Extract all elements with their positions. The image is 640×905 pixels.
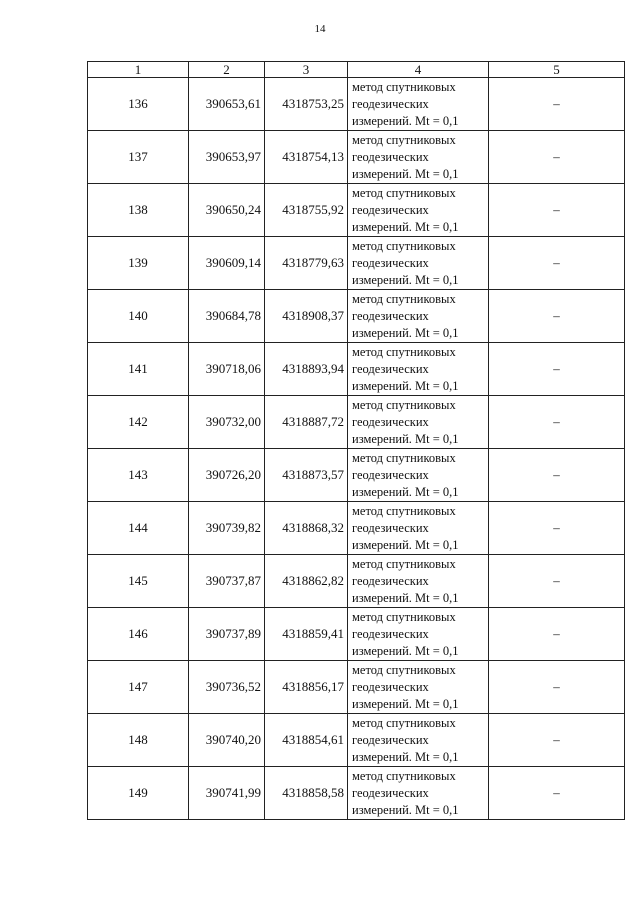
note-cell: – [489, 555, 625, 608]
note-cell: – [489, 131, 625, 184]
method-line: измерений. Mt = 0,1 [352, 537, 459, 552]
point-number-cell: 148 [88, 714, 189, 767]
table-row [88, 661, 625, 714]
method-line: измерений. Mt = 0,1 [352, 643, 459, 658]
method-cell [348, 343, 489, 396]
point-number-cell: 142 [88, 396, 189, 449]
point-number-cell: 146 [88, 608, 189, 661]
table-row [88, 449, 625, 502]
point-number-cell: 136 [88, 78, 189, 131]
method-line: метод спутниковых [352, 768, 456, 783]
y-coordinate-cell: 4318873,57 [265, 449, 348, 502]
note-cell: – [489, 184, 625, 237]
point-number-cell: 143 [88, 449, 189, 502]
note-cell: – [489, 608, 625, 661]
x-coordinate-cell: 390739,82 [189, 502, 265, 555]
x-coordinate-cell: 390740,20 [189, 714, 265, 767]
method-line: метод спутниковых [352, 185, 456, 200]
method-line: геодезических [352, 414, 429, 429]
method-line: геодезических [352, 467, 429, 482]
method-cell [348, 608, 489, 661]
method-line: геодезических [352, 149, 429, 164]
table-row [88, 608, 625, 661]
method-cell [348, 767, 489, 820]
y-coordinate-cell: 4318854,61 [265, 714, 348, 767]
y-coordinate-cell: 4318862,82 [265, 555, 348, 608]
method-line: измерений. Mt = 0,1 [352, 696, 459, 711]
method-line: измерений. Mt = 0,1 [352, 749, 459, 764]
method-cell [348, 502, 489, 555]
table-row [88, 767, 625, 820]
point-number-cell: 149 [88, 767, 189, 820]
header-col-1: 1 [88, 62, 189, 78]
point-number-cell: 147 [88, 661, 189, 714]
table-row [88, 78, 625, 131]
note-cell: – [489, 237, 625, 290]
y-coordinate-cell: 4318858,58 [265, 767, 348, 820]
method-line: измерений. Mt = 0,1 [352, 166, 459, 181]
method-line: геодезических [352, 96, 429, 111]
method-line: измерений. Mt = 0,1 [352, 272, 459, 287]
note-cell: – [489, 78, 625, 131]
note-cell: – [489, 502, 625, 555]
method-line: измерений. Mt = 0,1 [352, 484, 459, 499]
method-line: измерений. Mt = 0,1 [352, 802, 459, 817]
method-line: метод спутниковых [352, 503, 456, 518]
note-cell: – [489, 396, 625, 449]
x-coordinate-cell: 390718,06 [189, 343, 265, 396]
table-row [88, 184, 625, 237]
method-line: геодезических [352, 785, 429, 800]
method-line: метод спутниковых [352, 291, 456, 306]
method-line: геодезических [352, 255, 429, 270]
method-line: метод спутниковых [352, 132, 456, 147]
point-number-cell: 140 [88, 290, 189, 343]
method-line: метод спутниковых [352, 609, 456, 624]
method-line: геодезических [352, 202, 429, 217]
method-line: геодезических [352, 626, 429, 641]
method-line: измерений. Mt = 0,1 [352, 113, 459, 128]
method-line: метод спутниковых [352, 450, 456, 465]
method-cell [348, 237, 489, 290]
note-cell: – [489, 767, 625, 820]
method-cell [348, 661, 489, 714]
x-coordinate-cell: 390650,24 [189, 184, 265, 237]
method-line: измерений. Mt = 0,1 [352, 378, 459, 393]
y-coordinate-cell: 4318887,72 [265, 396, 348, 449]
method-line: метод спутниковых [352, 79, 456, 94]
method-line: метод спутниковых [352, 238, 456, 253]
y-coordinate-cell: 4318859,41 [265, 608, 348, 661]
coordinates-table [87, 61, 625, 820]
note-cell: – [489, 290, 625, 343]
header-row [88, 62, 625, 78]
header-col-5: 5 [489, 62, 625, 78]
y-coordinate-cell: 4318908,37 [265, 290, 348, 343]
table-row [88, 343, 625, 396]
y-coordinate-cell: 4318893,94 [265, 343, 348, 396]
x-coordinate-cell: 390737,89 [189, 608, 265, 661]
method-cell [348, 449, 489, 502]
method-cell [348, 396, 489, 449]
x-coordinate-cell: 390653,97 [189, 131, 265, 184]
x-coordinate-cell: 390741,99 [189, 767, 265, 820]
x-coordinate-cell: 390737,87 [189, 555, 265, 608]
method-line: метод спутниковых [352, 556, 456, 571]
method-line: геодезических [352, 520, 429, 535]
table-row [88, 290, 625, 343]
x-coordinate-cell: 390609,14 [189, 237, 265, 290]
table-row [88, 396, 625, 449]
y-coordinate-cell: 4318868,32 [265, 502, 348, 555]
x-coordinate-cell: 390684,78 [189, 290, 265, 343]
y-coordinate-cell: 4318754,13 [265, 131, 348, 184]
y-coordinate-cell: 4318856,17 [265, 661, 348, 714]
method-line: метод спутниковых [352, 662, 456, 677]
method-line: измерений. Mt = 0,1 [352, 325, 459, 340]
method-line: геодезических [352, 573, 429, 588]
method-line: геодезических [352, 361, 429, 376]
note-cell: – [489, 661, 625, 714]
point-number-cell: 141 [88, 343, 189, 396]
method-cell [348, 714, 489, 767]
method-line: измерений. Mt = 0,1 [352, 431, 459, 446]
note-cell: – [489, 449, 625, 502]
method-cell [348, 184, 489, 237]
method-cell [348, 290, 489, 343]
x-coordinate-cell: 390653,61 [189, 78, 265, 131]
y-coordinate-cell: 4318753,25 [265, 78, 348, 131]
table-row [88, 237, 625, 290]
header-col-2: 2 [189, 62, 265, 78]
point-number-cell: 138 [88, 184, 189, 237]
table-row [88, 555, 625, 608]
y-coordinate-cell: 4318779,63 [265, 237, 348, 290]
method-line: геодезических [352, 679, 429, 694]
x-coordinate-cell: 390726,20 [189, 449, 265, 502]
method-line: метод спутниковых [352, 344, 456, 359]
method-cell [348, 555, 489, 608]
note-cell: – [489, 343, 625, 396]
table-header [88, 62, 625, 78]
method-line: метод спутниковых [352, 715, 456, 730]
method-cell [348, 131, 489, 184]
table-row [88, 131, 625, 184]
method-line: геодезических [352, 732, 429, 747]
table-row [88, 714, 625, 767]
note-cell: – [489, 714, 625, 767]
point-number-cell: 137 [88, 131, 189, 184]
x-coordinate-cell: 390732,00 [189, 396, 265, 449]
method-line: геодезических [352, 308, 429, 323]
method-line: измерений. Mt = 0,1 [352, 590, 459, 605]
x-coordinate-cell: 390736,52 [189, 661, 265, 714]
point-number-cell: 144 [88, 502, 189, 555]
point-number-cell: 139 [88, 237, 189, 290]
header-col-4: 4 [348, 62, 489, 78]
y-coordinate-cell: 4318755,92 [265, 184, 348, 237]
method-line: измерений. Mt = 0,1 [352, 219, 459, 234]
method-cell [348, 78, 489, 131]
page-number: 14 [314, 23, 326, 35]
table-row [88, 502, 625, 555]
table-body [88, 78, 625, 820]
point-number-cell: 145 [88, 555, 189, 608]
method-line: метод спутниковых [352, 397, 456, 412]
header-col-3: 3 [265, 62, 348, 78]
